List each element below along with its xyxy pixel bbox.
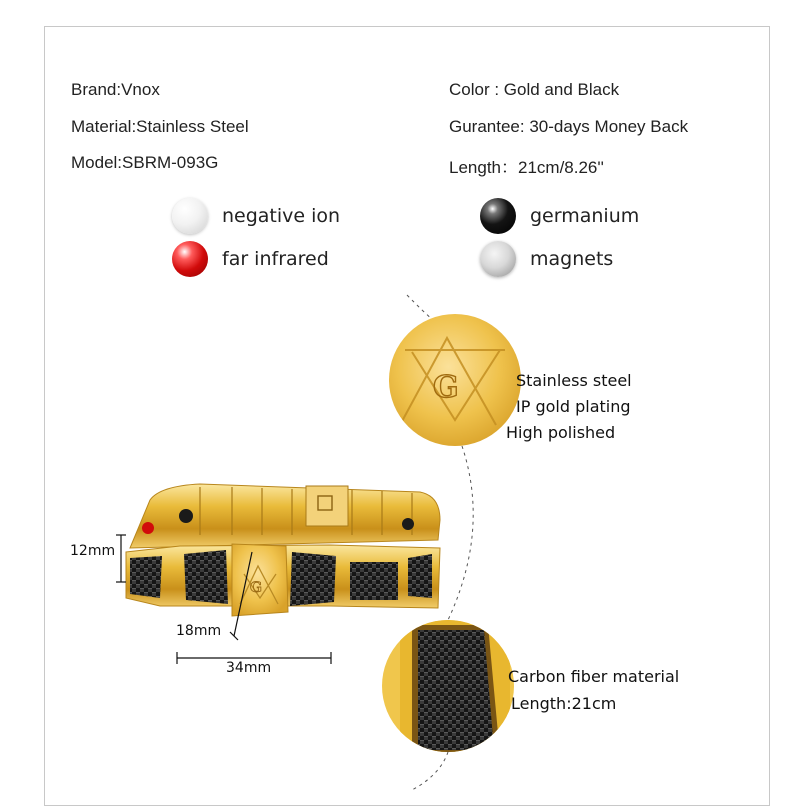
svg-text:G: G <box>433 370 459 405</box>
callout-gold-line-1: Stainless steel <box>516 371 632 390</box>
callout-gold-line-2: IP gold plating <box>516 397 631 416</box>
spec-model: Model:SBRM-093G <box>71 153 219 172</box>
spec-brand: Brand:Vnox <box>71 80 160 99</box>
spec-guarantee: Gurantee: 30-days Money Back <box>449 117 689 136</box>
legend-label: magnets <box>530 248 614 270</box>
gold-plate-detail <box>389 314 521 446</box>
callout-carbon-line-1: Carbon fiber material <box>508 667 680 686</box>
legend-label: germanium <box>530 205 640 227</box>
carbon-detail <box>382 612 514 762</box>
callout-gold-line-3: High polished <box>506 423 616 442</box>
spec-length: Length：21cm/8.26'' <box>449 158 604 177</box>
spec-color: Color : Gold and Black <box>449 80 620 99</box>
svg-text:G: G <box>250 580 262 596</box>
spec-material: Material:Stainless Steel <box>71 117 249 136</box>
dimension-link-label: 18mm <box>176 623 222 639</box>
dimension-height-label: 12mm <box>70 543 116 559</box>
dimension-width-label: 34mm <box>226 660 272 676</box>
legend-label: negative ion <box>222 205 341 227</box>
callout-carbon-line-2: Length:21cm <box>511 694 617 713</box>
bracelet <box>126 484 440 616</box>
legend-label: far infrared <box>222 248 329 270</box>
